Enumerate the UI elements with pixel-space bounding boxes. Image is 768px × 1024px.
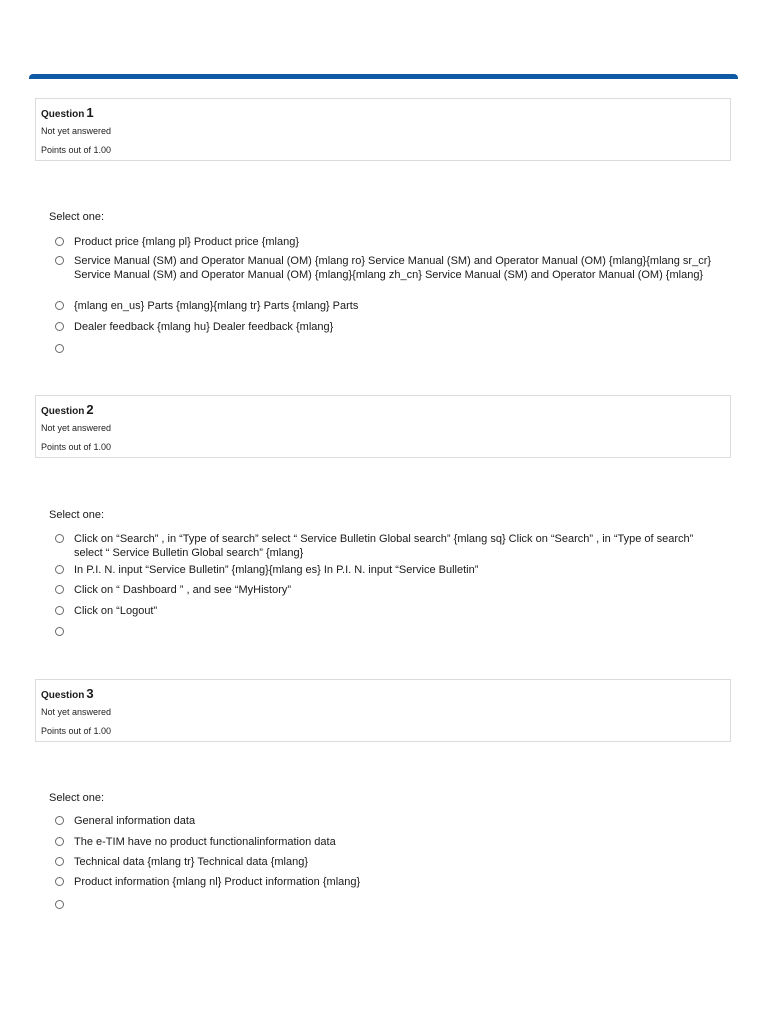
option-label[interactable]: Dealer feedback {mlang hu} Dealer feedback {mlang} xyxy=(74,321,334,333)
option-label[interactable]: Product price {mlang pl} Product price {mlang} xyxy=(74,236,300,248)
question-2-points: Points out of 1.00 xyxy=(41,442,112,452)
question-label: Question xyxy=(41,109,85,120)
option-label[interactable]: Product information {mlang nl} Product information {mlang} xyxy=(74,876,361,888)
radio-button[interactable] xyxy=(55,565,64,574)
option-label[interactable]: Technical data {mlang tr} Technical data {mlang} xyxy=(74,856,309,868)
question-3-prompt: Select one: xyxy=(49,792,105,804)
option-label[interactable]: {mlang en_us} Parts {mlang}{mlang tr} Parts {mlang} Parts xyxy=(74,300,359,312)
question-number: 2 xyxy=(86,402,94,417)
question-2-state: Not yet answered xyxy=(41,423,112,433)
option-label[interactable]: In P.I. N. input “Service Bulletin” {mlang}{mlang es} In P.I. N. input “Service Bulletin” xyxy=(74,564,479,576)
option-label[interactable]: Click on “Logout” xyxy=(74,605,158,617)
option-label[interactable]: Click on “Search” , in “Type of search” select “ Service Bulletin Global search” {mlang sq} Click on “Search” , in “Type of search” select “ Service Bulletin Global search” {mlang} xyxy=(74,533,694,559)
question-2-title xyxy=(41,402,94,417)
radio-button[interactable] xyxy=(55,900,64,909)
radio-button[interactable] xyxy=(55,585,64,594)
question-1-state: Not yet answered xyxy=(41,126,112,136)
question-2-info xyxy=(35,395,731,458)
radio-button[interactable] xyxy=(55,877,64,886)
radio-button[interactable] xyxy=(55,837,64,846)
question-1-title xyxy=(41,105,94,120)
radio-button[interactable] xyxy=(55,534,64,543)
question-2-prompt: Select one: xyxy=(49,509,105,521)
option-label[interactable]: General information data xyxy=(74,815,196,827)
question-3-points: Points out of 1.00 xyxy=(41,726,112,736)
header-accent-bar xyxy=(29,74,738,79)
question-1-prompt: Select one: xyxy=(49,211,105,223)
radio-button[interactable] xyxy=(55,256,64,265)
question-label: Question xyxy=(41,406,85,417)
radio-button[interactable] xyxy=(55,301,64,310)
question-1-info xyxy=(35,98,731,161)
radio-button[interactable] xyxy=(55,816,64,825)
question-number: 1 xyxy=(86,105,94,120)
option-label[interactable]: Click on “ Dashboard ” , and see “MyHistory” xyxy=(74,584,292,596)
radio-button[interactable] xyxy=(55,627,64,636)
question-3-state: Not yet answered xyxy=(41,707,112,717)
radio-button[interactable] xyxy=(55,322,64,331)
question-3-title xyxy=(41,686,94,701)
radio-button[interactable] xyxy=(55,237,64,246)
question-1-points: Points out of 1.00 xyxy=(41,145,112,155)
question-label: Question xyxy=(41,690,85,701)
question-3-info xyxy=(35,679,731,742)
option-label[interactable]: The e-TIM have no product functionalinformation data xyxy=(74,836,336,848)
radio-button[interactable] xyxy=(55,344,64,353)
radio-button[interactable] xyxy=(55,857,64,866)
question-number: 3 xyxy=(86,686,94,701)
option-label[interactable]: Service Manual (SM) and Operator Manual (OM) {mlang ro} Service Manual (SM) and Operator Manual (OM) {mlang}{mlang sr_cr} Service Manual (SM) and Operator Manual (OM) {mlang}{mlang zh_cn} Service Manual (SM) and Operator Manual (OM) {mlang} xyxy=(74,255,712,281)
radio-button[interactable] xyxy=(55,606,64,615)
